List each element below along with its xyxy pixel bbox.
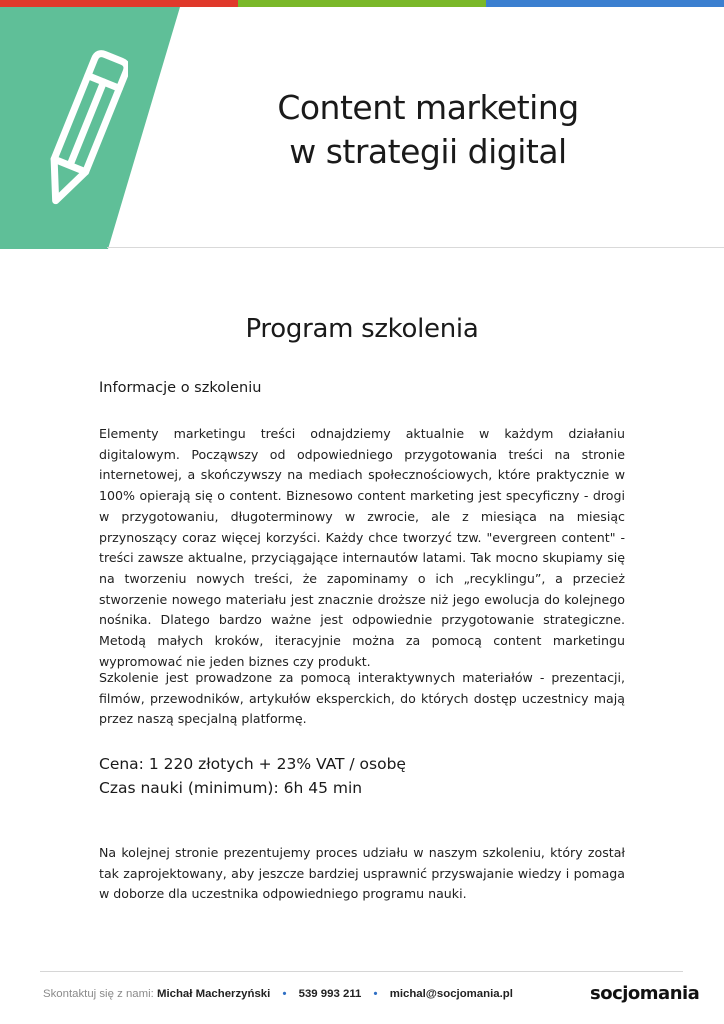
title-line-1: Content marketing xyxy=(277,88,579,127)
contact-name: Michał Macherzyński xyxy=(156,988,271,1000)
duration-text: Czas nauki (minimum): 6h 45 min xyxy=(99,779,363,797)
header-divider xyxy=(107,247,724,248)
socjomania-logo: socjomania xyxy=(590,983,700,1004)
paragraph-next-page: Na kolejnej stronie prezentujemy proces udziału w naszym szkoleniu, który został tak zaprojektowany, aby jeszcze bardziej usprawnić przyswajanie wiedzy i pomaga w doborze dla uczestnika odpowiedniego programu nauki. xyxy=(99,845,625,902)
pencil-icon xyxy=(38,48,128,218)
paragraph-intro: Elementy marketingu treści odnajdziemy aktualnie w każdym działaniu digitalowym. Począwszy od odpowiedniego przygotowania treści na stronie internetowej, a skończywszy na mediach społecznościowych, które praktycznie w 100% opierają się o content. Biznesowo content marketing jest specyficzny - drogi w przygotowaniu, długoterminowy w zwrocie, ale z miesiąca na miesiąc przynoszący coraz więcej korzyści. Każdy chce tworzyć tzw. "evergreen content" - treści zawsze aktualne, przyciągające internautów latami. Tak mocno skupiamy się na tworzeniu nowych treści, że zapominamy o ich „recyklingu”, a przecież stworzenie nowego materiału jest znacznie droższe niż jego ewolucja do kolejnego nośnika. Dlatego bardzo ważne jest odpowiednie przygotowanie strategiczne. Metodą małych kroków, iteracyjnie można za pomocą content marketingu wypromować nie jeden biznes czy produkt. xyxy=(99,426,625,669)
section-title: Program szkolenia xyxy=(245,314,479,344)
contact-phone[interactable]: 539 993 211 xyxy=(298,988,362,1000)
top-color-bar xyxy=(0,0,724,7)
footer-contact xyxy=(43,988,513,1000)
info-heading: Informacje o szkoleniu xyxy=(99,380,262,396)
top-bar-green-segment xyxy=(238,0,486,7)
paragraph-materials: Szkolenie jest prowadzone za pomocą interaktywnych materiałów - prezentacji, filmów, przewodników, artykułów eksperckich, do których dostęp uczestnicy mają przez naszą specjalną platformę. xyxy=(99,670,625,727)
title-line-2: w strategii digital xyxy=(289,132,567,171)
price-text: Cena: 1 220 złotych + 23% VAT / osobę xyxy=(99,755,406,773)
contact-email[interactable]: michal@socjomania.pl xyxy=(389,988,513,1000)
separator-dot: • xyxy=(282,988,287,1000)
top-bar-red-segment xyxy=(0,0,238,7)
document-title xyxy=(200,86,656,174)
separator-dot: • xyxy=(373,988,378,1000)
top-bar-blue-segment xyxy=(486,0,724,7)
price-block xyxy=(99,752,625,800)
contact-label: Skontaktuj się z nami: xyxy=(43,988,154,1000)
footer-divider xyxy=(40,971,683,972)
